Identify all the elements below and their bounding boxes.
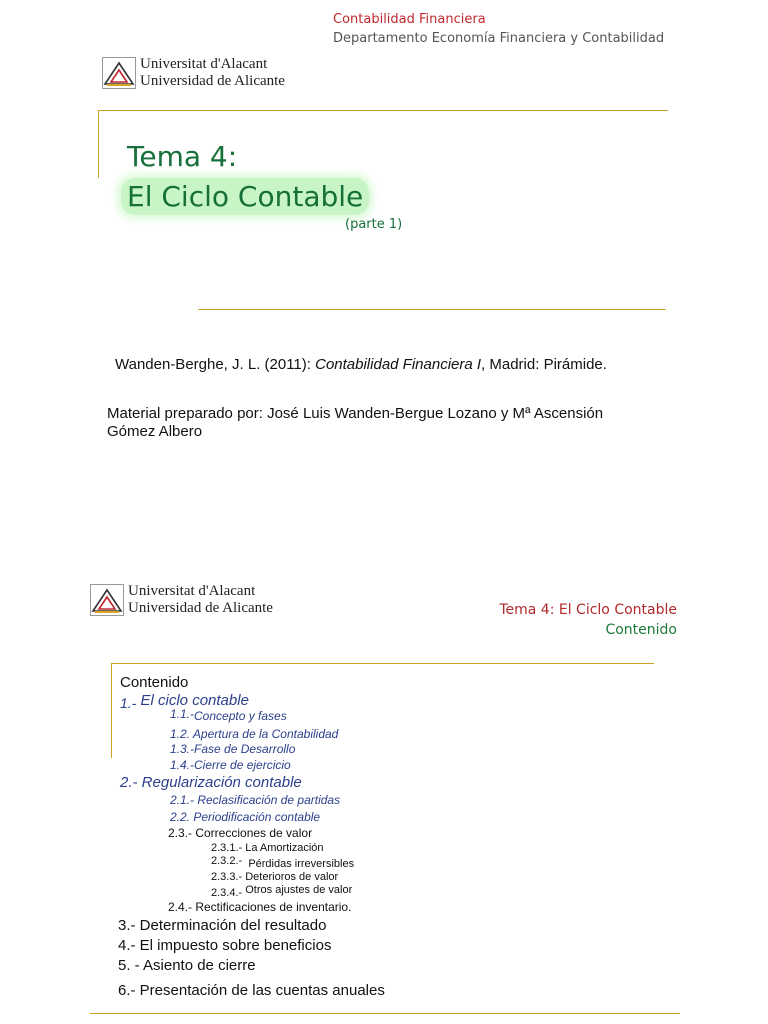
toc-item-2-3-1: 2.3.1.- La Amortización xyxy=(211,842,324,854)
toc-item-1-1 xyxy=(170,709,287,723)
toc-item-1-1-text: Concepto y fases xyxy=(194,709,287,723)
slide2-bottom-rule xyxy=(90,1013,680,1014)
slide1-mid-rule xyxy=(198,309,666,310)
toc-item-1-3: 1.3.-Fase de Desarrollo xyxy=(170,742,296,756)
slide-title-line2 xyxy=(121,180,369,213)
university-emblem-icon xyxy=(102,57,136,89)
logo-line-spanish: Universidad de Alicante xyxy=(140,73,285,89)
toc-item-2: 2.- Regularización contable xyxy=(120,774,302,791)
slide2-header-section: Contenido xyxy=(605,622,677,638)
toc-item-2-1: 2.1.- Reclasificación de partidas xyxy=(170,793,341,807)
toc-item-1-2: 1.2. Apertura de la Contabilidad xyxy=(170,727,339,741)
slide-subtitle: (parte 1) xyxy=(345,217,403,232)
slide1-top-rule xyxy=(98,110,668,111)
slide2-top-rule xyxy=(111,663,654,664)
bibliographic-reference xyxy=(115,356,607,373)
university-emblem-icon xyxy=(90,584,124,616)
reference-author: Wanden-Berghe, J. L. (2011): xyxy=(115,356,316,373)
toc-item-2-3-4 xyxy=(211,884,353,899)
toc-item-2-3-4-text: Otros ajustes de valor xyxy=(245,884,353,896)
slide-title-highlight: El Ciclo Contable xyxy=(121,178,369,215)
header-course-title: Contabilidad Financiera xyxy=(333,12,486,27)
toc-item-4: 4.- El impuesto sobre beneficios xyxy=(118,937,332,954)
toc-item-2-3-4-number: 2.3.4.- xyxy=(211,887,243,899)
material-credits-line2: Gómez Albero xyxy=(107,423,203,440)
toc-title: Contenido xyxy=(120,674,189,691)
slide1-left-rule xyxy=(98,110,99,178)
university-logo xyxy=(102,56,285,90)
toc-item-2-3-2-text: Pérdidas irreversibles xyxy=(248,858,355,870)
logo-line-valencian: Universitat d'Alacant xyxy=(128,583,256,599)
slide-title-line1: Tema 4: xyxy=(127,140,238,173)
material-credits-line1: Material preparado por: José Luis Wanden-Bergue Lozano y Mª Ascensión xyxy=(107,405,604,422)
reference-book-title: Contabilidad Financiera I xyxy=(315,356,482,373)
toc-item-3: 3.- Determinación del resultado xyxy=(118,917,327,934)
toc-item-2-3-2 xyxy=(211,856,354,868)
university-logo-slide2 xyxy=(90,583,273,617)
toc-item-2-3-2-number: 2.3.2.- xyxy=(211,855,243,867)
toc-item-1-text: El ciclo contable xyxy=(140,692,249,709)
toc-item-1-4: 1.4.-Cierre de ejercicio xyxy=(170,758,291,772)
header-department: Departamento Economía Financiera y Contabilidad xyxy=(333,31,665,46)
toc-item-1-number: 1.- xyxy=(120,695,137,711)
toc-item-6: 6.- Presentación de las cuentas anuales xyxy=(118,982,385,999)
slide2-left-rule xyxy=(111,663,112,758)
toc-item-2-3-3: 2.3.3.- Deterioros de valor xyxy=(211,871,339,883)
logo-line-spanish: Universidad de Alicante xyxy=(128,600,273,616)
reference-publisher: , Madrid: Pirámide. xyxy=(481,356,607,373)
toc-item-2-2: 2.2. Periodificación contable xyxy=(170,810,321,824)
slide2-header-topic: Tema 4: El Ciclo Contable xyxy=(499,602,677,618)
toc-item-5: 5. - Asiento de cierre xyxy=(118,957,256,974)
logo-line-valencian: Universitat d'Alacant xyxy=(140,56,268,72)
toc-item-2-4: 2.4.- Rectificaciones de inventario. xyxy=(168,900,352,914)
toc-item-2-3: 2.3.- Correcciones de valor xyxy=(168,826,313,840)
toc-item-1-1-number: 1.1.- xyxy=(170,707,195,721)
